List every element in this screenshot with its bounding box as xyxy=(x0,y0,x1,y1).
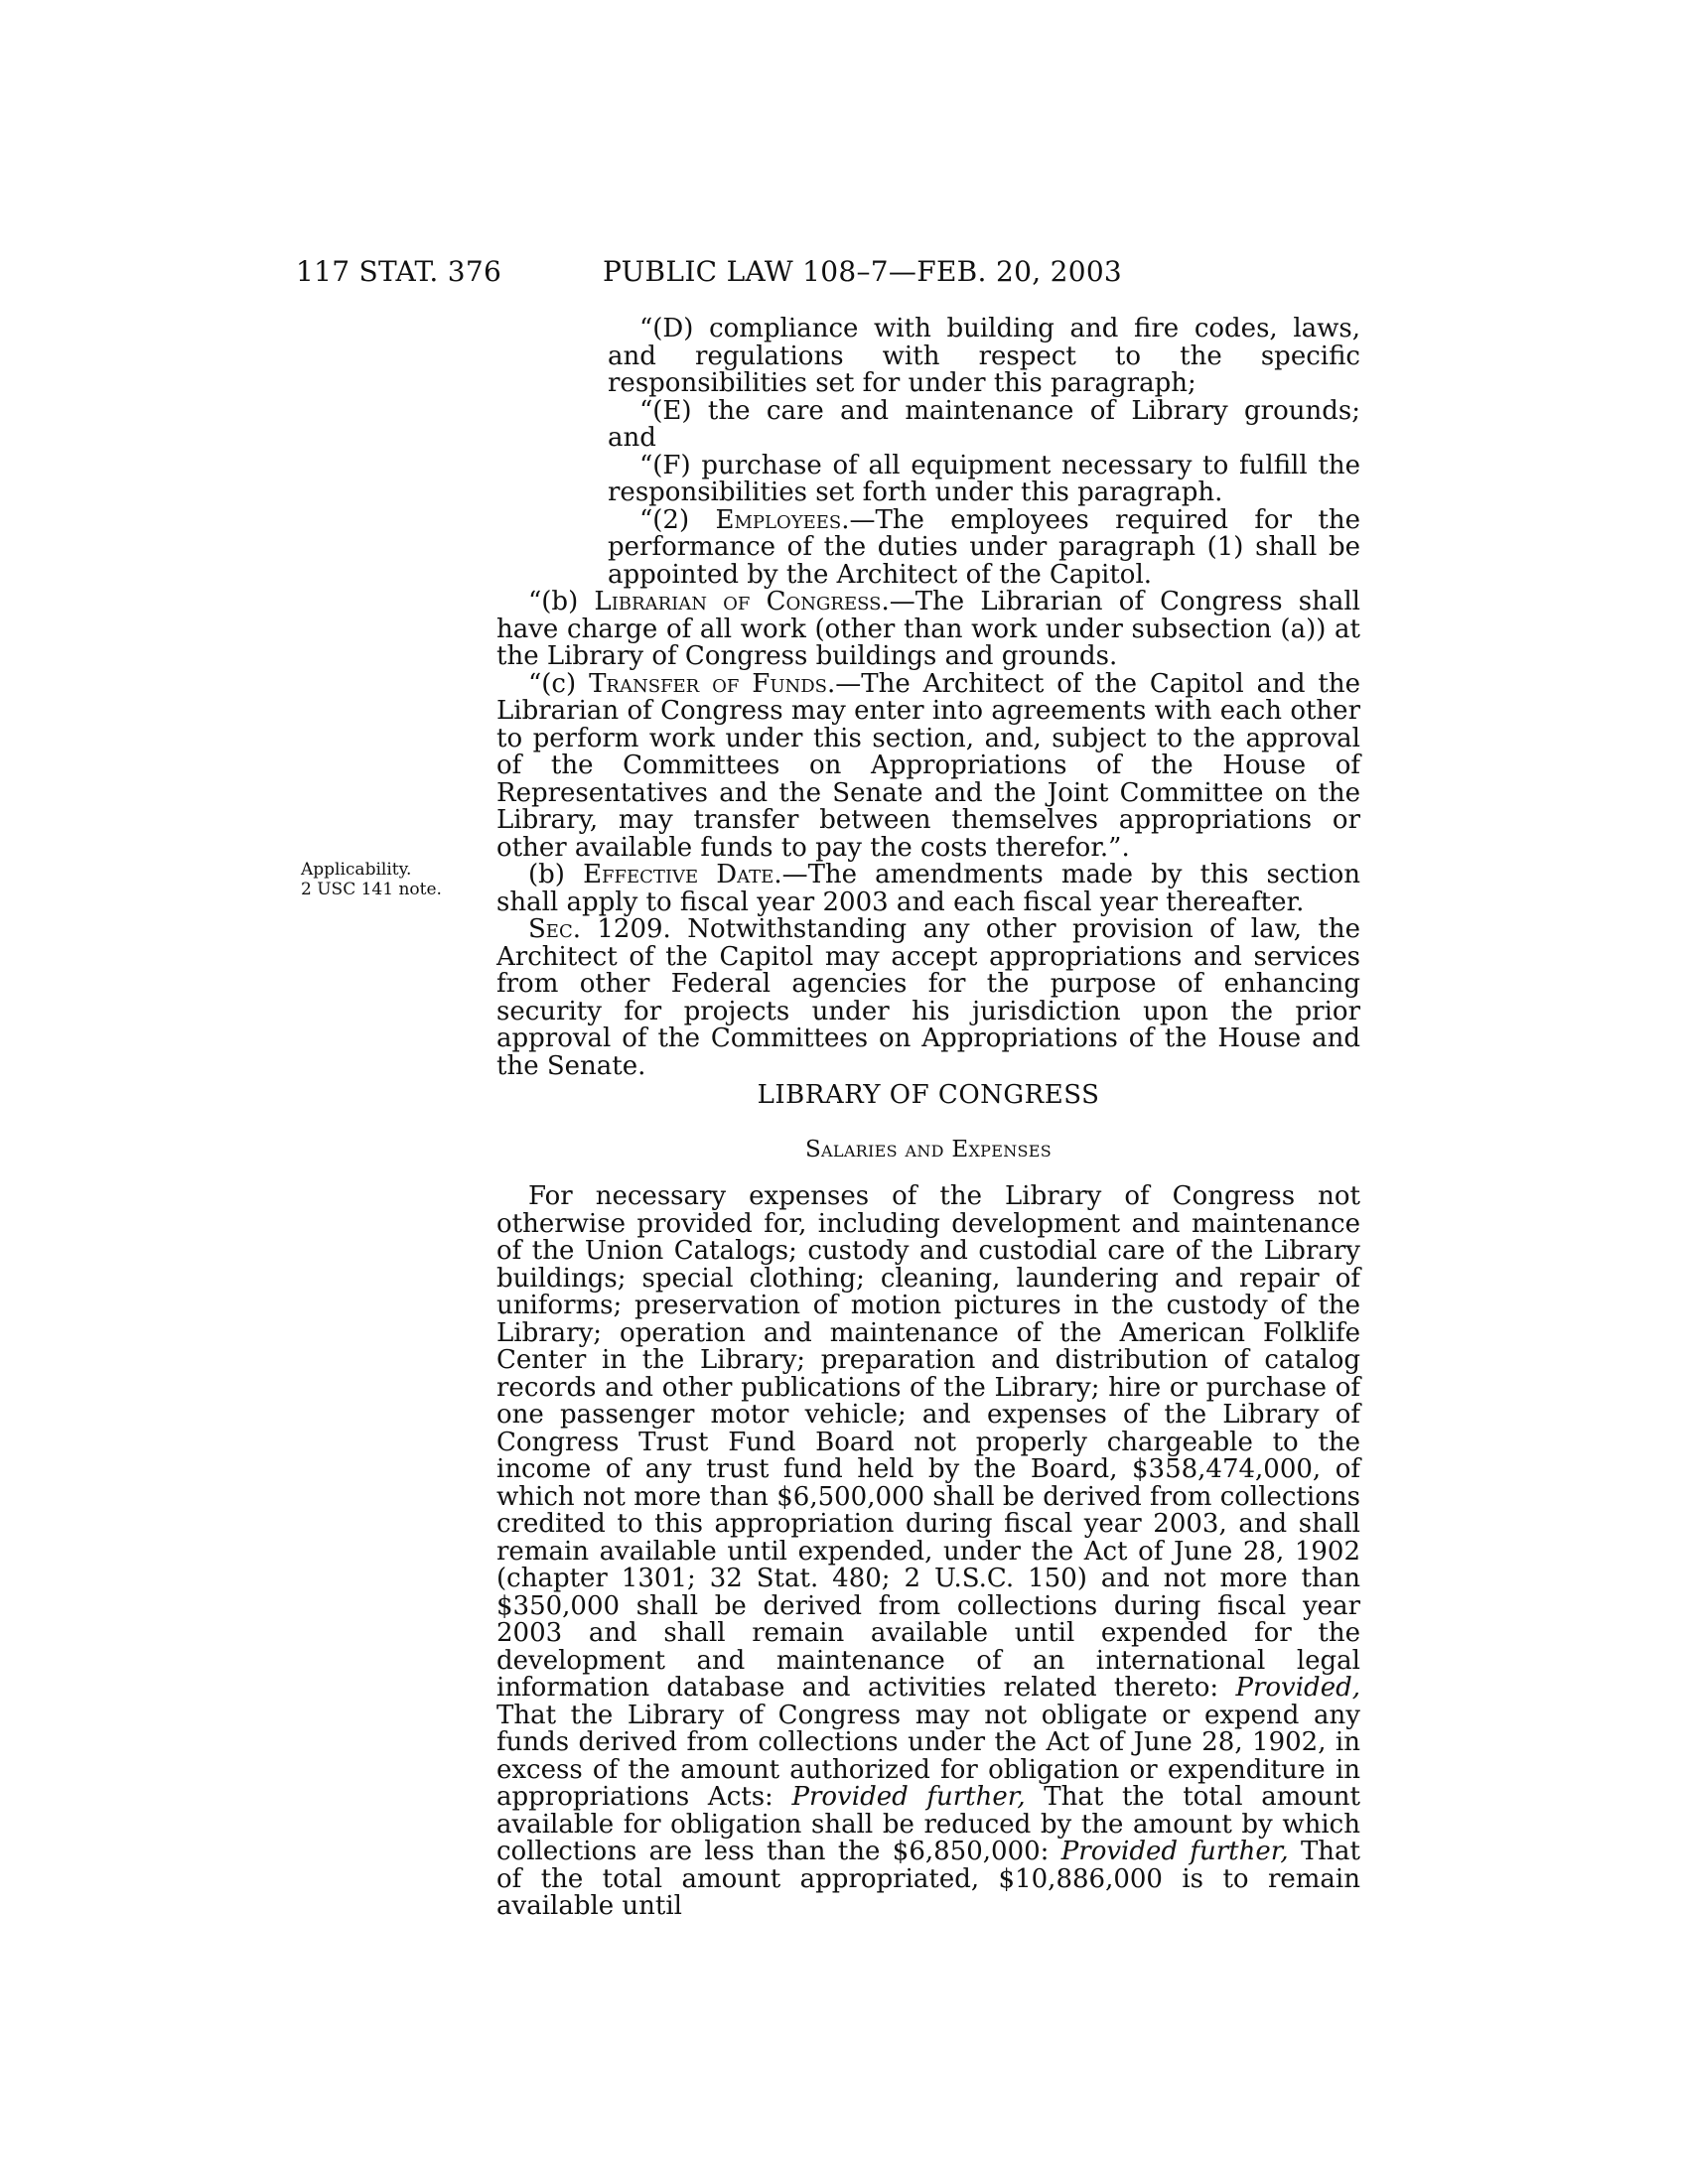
paragraph-2-heading: Employees xyxy=(715,504,842,535)
public-law-title: PUBLIC LAW 108–7—FEB. 20, 2003 xyxy=(603,255,1123,288)
provided-1: Provided, xyxy=(1235,1673,1360,1703)
paragraph-b-text: .—The Librarian of Congress shall have charge of all work (other than work under subsection (a)) at the Library of Congress buildings and grounds. xyxy=(496,587,1360,671)
section-label: Sec xyxy=(528,914,573,944)
salaries-text-3: That the total amount available for obligation shall be reduced by the amount by which collections are less than the $6,850,000: xyxy=(496,1782,1361,1866)
paragraph-c-text: .—The Architect of the Capitol and the Librarian of Congress may enter into agreements with each other to perform work under this section, and, subject to the approval of the Committees on Appropriations of the House of Representatives and the Senate and the Joint Committee on the Library, may transfer between themselves appropriations or other available funds to pay the costs therefor.”. xyxy=(496,668,1360,863)
effective-date-text: .—The amendments made by this section shall apply to fiscal year 2003 and each fiscal year thereafter. xyxy=(496,860,1360,917)
paragraph-c-transfer xyxy=(496,668,1360,863)
paragraph-c-prefix: “(c) xyxy=(528,668,590,699)
effective-date-prefix: (b) xyxy=(528,860,584,889)
paragraph-d: “(D) compliance with building and fire codes, laws, and regulations with respect to the specific responsibilities set for under this paragraph; xyxy=(608,314,1360,398)
paragraph-b-heading: Librarian of Congress xyxy=(594,587,882,616)
salaries-text-2: That the Library of Congress may not obligate or expend any funds derived from collections under the Act of June 28, 1902, in excess of the amount authorized for obligation or expenditure in appropriations Acts: xyxy=(496,1700,1360,1812)
paragraph-b-librarian xyxy=(496,589,1360,671)
page-header xyxy=(0,252,1688,292)
effective-date-heading: Effective Date xyxy=(583,860,774,889)
heading-salaries-and-expenses: Salaries and Expenses xyxy=(804,1137,1053,1162)
paragraph-e: “(E) the care and maintenance of Library grounds; and xyxy=(608,395,1360,453)
margin-note-applicability: Applicability. xyxy=(301,860,412,880)
provided-further-1: Provided further, xyxy=(791,1782,1026,1812)
paragraph-2-employees xyxy=(608,504,1360,590)
paragraph-c-heading: Transfer of Funds xyxy=(589,668,828,699)
paragraph-2-text: .—The employees required for the performance of the duties under paragraph (1) shall be appointed by the Architect of the Capitol. xyxy=(608,504,1360,590)
paragraph-2-prefix: “(2) xyxy=(639,504,716,535)
statute-reference: 117 STAT. 376 xyxy=(296,255,502,288)
section-1209 xyxy=(496,916,1360,1080)
paragraph-effective-date xyxy=(496,862,1360,916)
statute-body xyxy=(496,316,1360,1080)
heading-library-of-congress: LIBRARY OF CONGRESS xyxy=(757,1080,1100,1110)
paragraph-b-prefix: “(b) xyxy=(528,587,595,616)
salaries-paragraph xyxy=(496,1183,1360,1921)
provided-further-2: Provided further, xyxy=(1060,1837,1289,1866)
salaries-text-4: That of the total amount appropriated, $10,886,000 is to remain available until xyxy=(496,1837,1360,1921)
margin-note-usc: 2 USC 141 note. xyxy=(301,880,442,899)
margin-notes xyxy=(301,860,442,899)
salaries-text-1: For necessary expenses of the Library of Congress not otherwise provided for, including development and maintenance of the Union Catalogs; custody and custodial care of the Library buildings; special clothing; cleaning, laundering and repair of uniforms; preservation of motion pictures in the custody of the Library; operation and maintenance of the American Folklife Center in the Library; preparation and distribution of catalog records and other publications of the Library; hire or purchase of one passenger motor vehicle; and expenses of the Library of Congress Trust Fund Board not properly chargeable to the income of any trust fund held by the Board, $358,474,000, of which not more than $6,500,000 shall be derived from collections credited to this appropriation during fiscal year 2003, and shall remain available until expended, under the Act of June 28, 1902 (chapter 1301; 32 Stat. 480; 2 U.S.C. 150) and not more than $350,000 shall be derived from collections during fiscal year 2003 and shall remain available until expended for the development and maintenance of an international legal information database and activities related thereto: xyxy=(496,1181,1360,1703)
salaries-body xyxy=(496,1183,1360,1921)
section-1209-text: . 1209. Notwithstanding any other provision of law, the Architect of the Capitol may accept appropriations and services from other Federal agencies for the purpose of enhancing security for projects under his jurisdiction upon the prior approval of the Committees on Appropriations of the House and the Senate. xyxy=(496,914,1360,1081)
paragraph-f: “(F) purchase of all equipment necessary to fulfill the responsibilities set forth under this paragraph. xyxy=(608,450,1360,507)
